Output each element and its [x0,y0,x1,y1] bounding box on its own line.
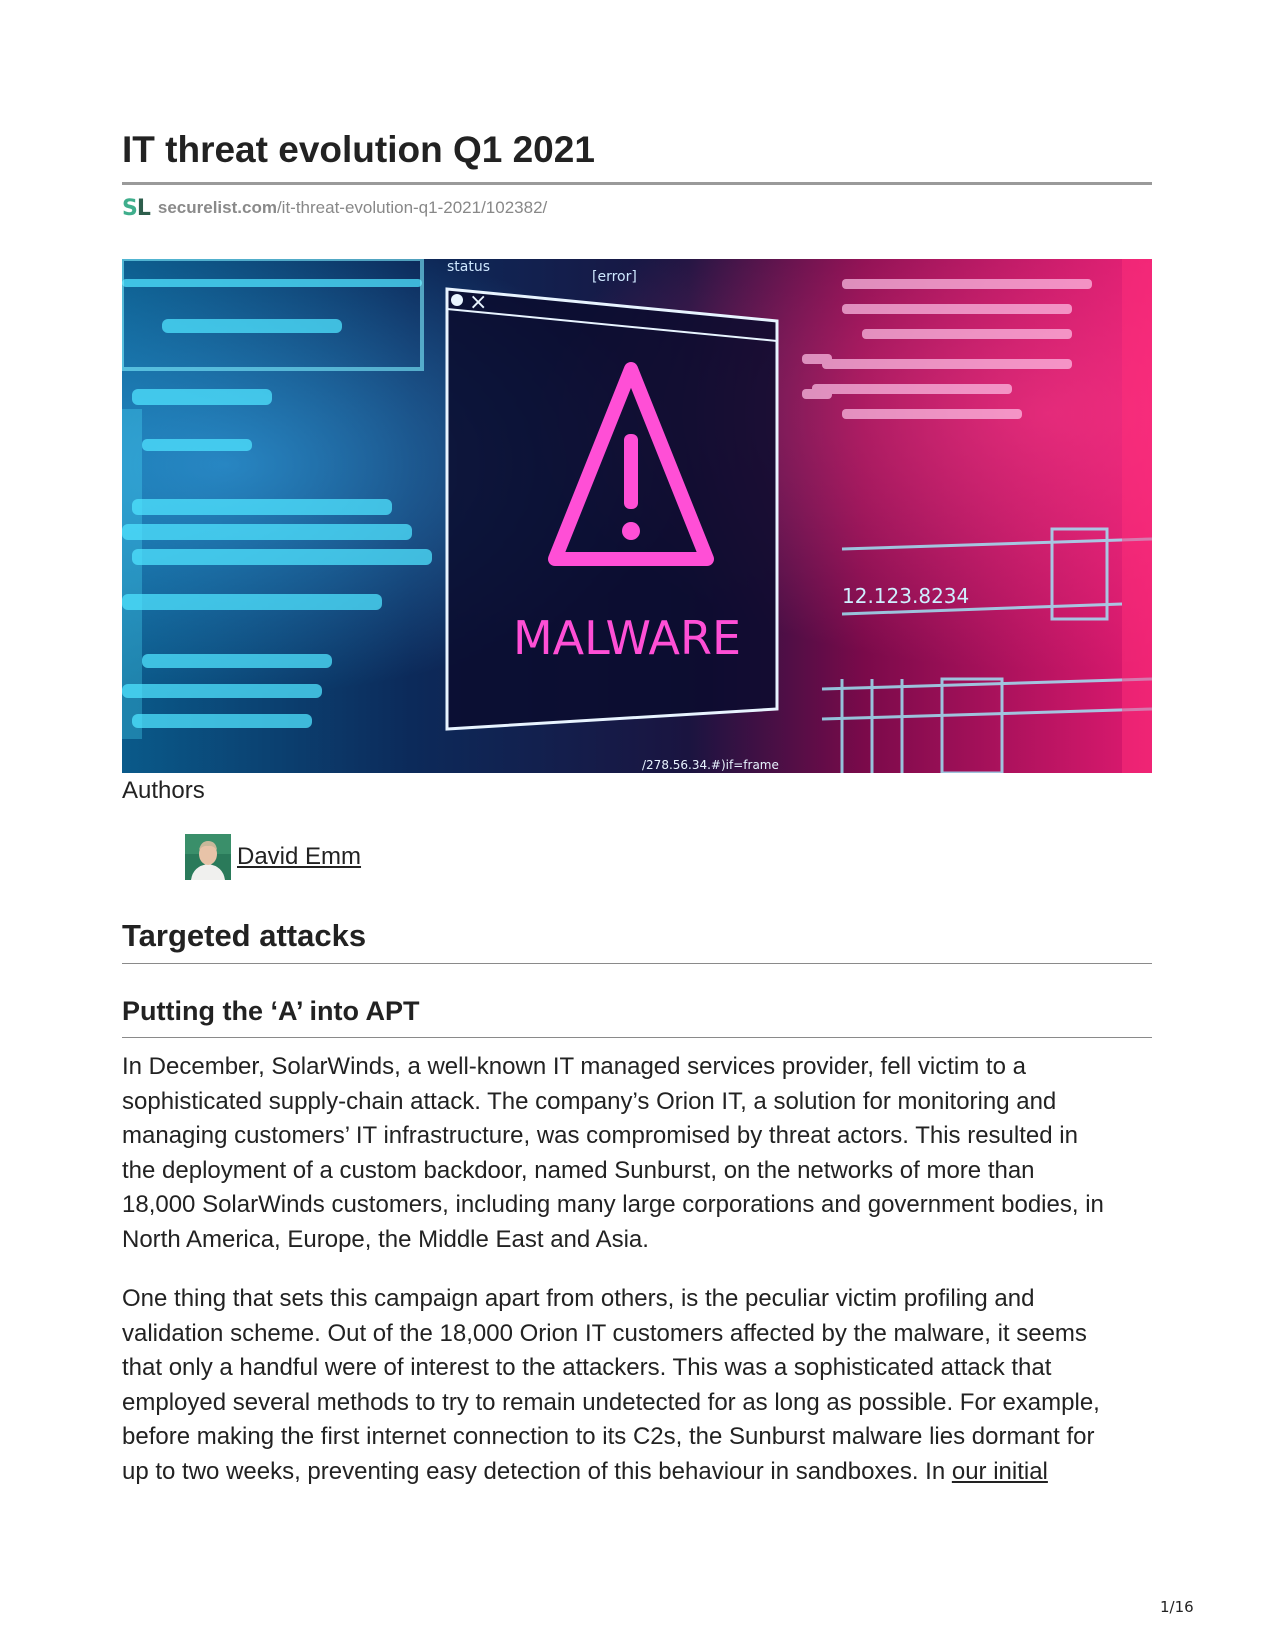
paragraph-line: the deployment of a custom backdoor, named Sunburst, on the networks of more than [122,1156,1035,1184]
our-initial-link[interactable]: our initial [951,1457,1048,1485]
subheading: Putting the ‘A’ into APT [122,996,420,1026]
paragraph-line: validation scheme. Out of the 18,000 Orion IT customers affected by the malware, it seems [122,1319,1087,1347]
section-heading: Targeted attacks [122,918,367,953]
source-line [122,196,547,220]
paragraph-line: North America, Europe, the Middle East and Asia. [122,1225,649,1253]
author-entry[interactable] [185,834,361,880]
hero-text-bottom: /278.56.34.#)if=frame [642,758,779,772]
paragraph-line: managing customers’ IT infrastructure, was compromised by threat actors. This resulted in [122,1122,1078,1149]
paragraph-line: One thing that sets this campaign apart from others, is the peculiar victim profiling and [122,1285,1035,1312]
hero-text-error: [error] [592,269,637,285]
paragraph-line: In December, SolarWinds, a well-known IT managed services provider, fell victim to a [122,1053,1026,1080]
paragraph-line: employed several methods to try to remain undetected for as long as possible. For example, [122,1388,1100,1416]
hero-image [122,259,1152,773]
hero-text-ip: 12.123.8234 [842,584,970,608]
source-path[interactable]: /it-threat-evolution-q1-2021/102382/ [276,198,548,217]
subheading-divider [122,1037,1152,1038]
paragraph-2 [122,1282,1152,1489]
title-divider [122,182,1152,185]
section-divider [122,963,1152,964]
paragraph-line-last [122,1455,1152,1490]
paragraph-line: sophisticated supply-chain attack. The company’s Orion IT, a solution for monitoring and [122,1087,1057,1115]
authors-label: Authors [122,777,205,804]
paragraph-line: before making the first internet connection to its C2s, the Sunburst malware lies dormant for [122,1423,1095,1450]
securelist-logo-icon: SL [122,195,150,221]
hero-malware-label: MALWARE [512,611,742,665]
page-title: IT threat evolution Q1 2021 [122,129,595,170]
svg-text:×: × [469,290,488,315]
hero-text-status: status [447,259,491,275]
author-link[interactable]: David Emm [237,843,362,870]
source-domain[interactable]: securelist.com [157,198,277,217]
paragraph-text: up to two weeks, preventing easy detection of this behaviour in sandboxes. In [122,1457,952,1485]
paragraph-line: 18,000 SolarWinds customers, including many large corporations and government bodies, in [122,1191,1104,1218]
page-number: 1/16 [1160,1598,1194,1616]
author-avatar[interactable] [185,834,231,880]
paragraph-line: that only a handful were of interest to the attackers. This was a sophisticated attack that [122,1354,1052,1381]
paragraph-1 [122,1050,1152,1257]
